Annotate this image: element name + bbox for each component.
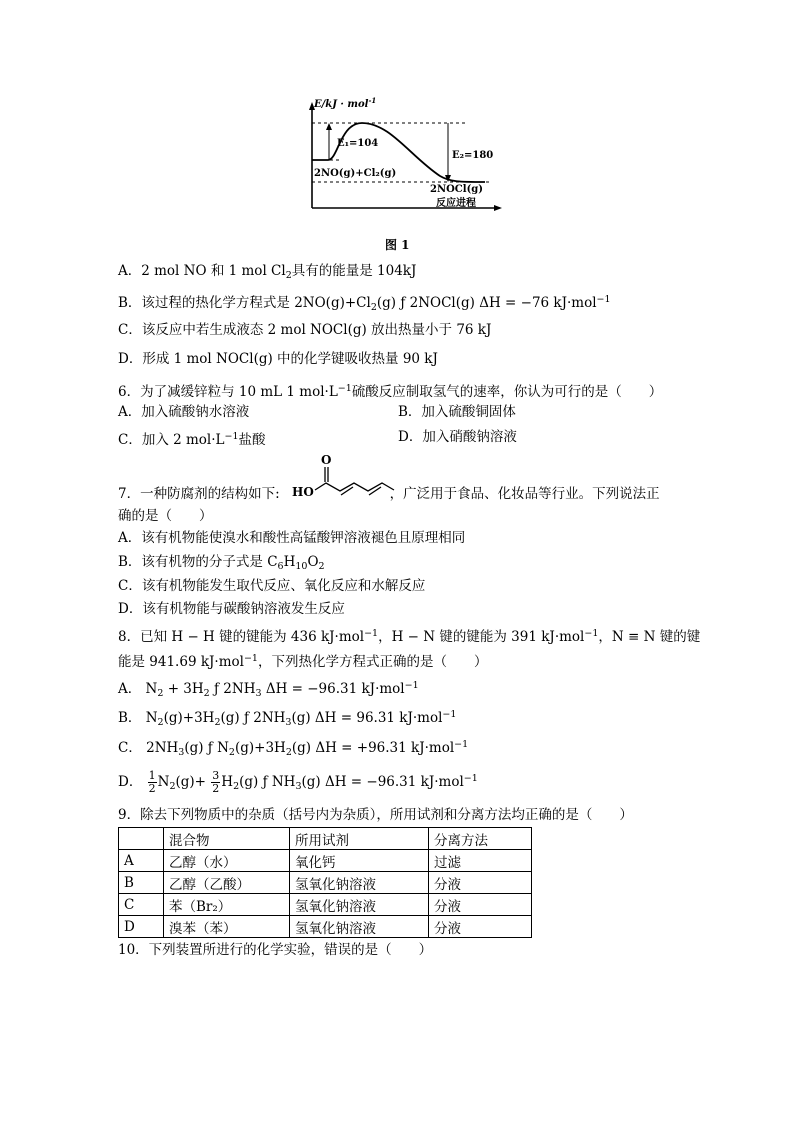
q7-option-d: D．该有机物能与碳酸钠溶液发生反应: [118, 601, 345, 617]
reactants-label: 2NO(g)+Cl₂(g): [314, 168, 397, 179]
table-cell: 氢氧化钠溶液: [290, 916, 429, 938]
q8-option-c: C． $2NH_3(g)$ ƒ $N_2(g)+3H_2(g) \Delta H = +96.31$ kJ·mol$^{-1}$: [118, 739, 469, 758]
double-bond-1: [341, 487, 353, 495]
x-axis-label: 反应进程: [436, 198, 476, 209]
q10-stem: 10．下列装置所进行的化学实验，错误的是（ ）: [118, 942, 433, 958]
table-cell: 苯（Br₂）: [164, 894, 290, 916]
table-header-cell: 分离方法: [429, 828, 532, 850]
table-cell: C: [119, 894, 164, 916]
structure-o-label: O: [321, 453, 332, 467]
table-cell: D: [119, 916, 164, 938]
table-cell: A: [119, 850, 164, 872]
table-cell: B: [119, 872, 164, 894]
table-cell: 分液: [429, 894, 532, 916]
q6-stem: 6．为了减缓锌粒与 10 mL 1 $mol\cdot L^{-1}$硫酸反应制取氢气的速率，你认为可行的是（ ）: [118, 383, 663, 400]
table-header-cell: 所用试剂: [290, 828, 429, 850]
q5-option-b: B．该过程的热化学方程式是 $2NO(g)+Cl_2(g)$ ƒ 2NOCl(g) ΔH = −76 kJ·mol$^{-1}$: [118, 294, 611, 313]
q6-option-d: D．加入硝酸钠溶液: [398, 429, 517, 445]
figure-caption: 图 1: [385, 238, 410, 252]
q5-option-c: C．该反应中若生成液态 2 mol NOCl(g) 放出热量小于 76 kJ: [118, 322, 492, 338]
q7-stem: 7．一种防腐剂的结构如下: ，广泛用于食品、化妆品等行业。下列说法正: [118, 486, 660, 502]
e1-label: E₁=104: [337, 138, 379, 149]
q5-option-d: D．形成 1 mol NOCl(g) 中的化学键吸收热量 90 kJ: [118, 351, 438, 367]
carbon-chain: [315, 483, 394, 491]
q8-stem-line2: 能是 941.69 kJ·mol$^{-1}$，下列热化学方程式正确的是（ ）: [118, 653, 488, 670]
energy-diagram: [300, 96, 510, 226]
x-axis-arrow: [494, 205, 502, 211]
q7-option-a: A．该有机物能使溴水和酸性高锰酸钾溶液褪色且原理相同: [118, 530, 466, 546]
table-row: [119, 894, 532, 916]
table-cell: 分液: [429, 916, 532, 938]
table-row: [119, 916, 532, 938]
table-cell: 氧化钙: [290, 850, 429, 872]
fraction-half: $\frac{1}{2}$: [148, 769, 156, 795]
table-cell: 分液: [429, 872, 532, 894]
table-row: [119, 872, 532, 894]
y-axis-label: E/kJ · mol$^{-1}$: [314, 96, 377, 110]
q7-stem-line2: 确的是（ ）: [118, 508, 213, 524]
fraction-three-halves: $\frac{3}{2}$: [212, 769, 220, 795]
q7-option-c: C．该有机物能发生取代反应、氧化反应和水解反应: [118, 578, 426, 594]
sorbic-acid-structure: [288, 452, 398, 502]
structure-ho-label: HO: [292, 485, 314, 499]
table-cell: 溴苯（苯）: [164, 916, 290, 938]
q5-option-a: A．2 mol NO 和 1 mol $Cl_2$具有的能量是 104kJ: [118, 263, 417, 281]
q8-option-b: B． $N_2(g)+3H_2(g)$ ƒ $2NH_3(g) \Delta H = 96.31$ kJ·mol$^{-1}$: [118, 709, 457, 728]
e1-arrow-head: [326, 123, 332, 130]
table-header-cell: [119, 828, 164, 850]
q7-option-b: B．该有机物的分子式是 $C_6H_{10}O_2$: [118, 554, 325, 572]
q8-option-d: D． $\frac{1}{2}$ $N_2(g)+$ $\frac{3}{2}$ $H_2(g)$ ƒ $NH_3(g) \Delta H = -96.31$ kJ·mol$^{-1}$: [118, 769, 478, 795]
table-cell: 过滤: [429, 850, 532, 872]
q8-option-a: A． $N_2 + 3H_2$ ƒ $2NH_3$ ΔH = −96.31 kJ·mol$^{-1}$: [118, 680, 419, 699]
q6-option-a: A．加入硫酸钠水溶液: [118, 404, 250, 420]
q6-option-b: B．加入硫酸铜固体: [398, 404, 516, 420]
q9-table: [118, 827, 532, 938]
q9-stem: 9．除去下列物质中的杂质（括号内为杂质），所用试剂和分离方法均正确的是（ ）: [118, 807, 633, 823]
table-header-row: [119, 828, 532, 850]
table-header-cell: 混合物: [164, 828, 290, 850]
table-cell: 乙醇（乙酸）: [164, 872, 290, 894]
table-cell: 氢氧化钠溶液: [290, 894, 429, 916]
table-cell: 氢氧化钠溶液: [290, 872, 429, 894]
q6-option-c: C．加入 2 $mol\cdot L^{-1}$盐酸: [118, 431, 266, 448]
table-cell: 乙醇（水）: [164, 850, 290, 872]
q8-stem-line1: 8．已知 H − H 键的键能为 436 kJ·mol$^{-1}$，H − N 键的键能为 391 kJ·mol$^{-1}$，N ≡ N 键的键: [118, 628, 701, 645]
table-row: [119, 850, 532, 872]
e2-label: E₂=180: [452, 150, 494, 161]
double-bond-2: [369, 487, 381, 495]
products-label: 2NOCl(g): [430, 184, 484, 195]
